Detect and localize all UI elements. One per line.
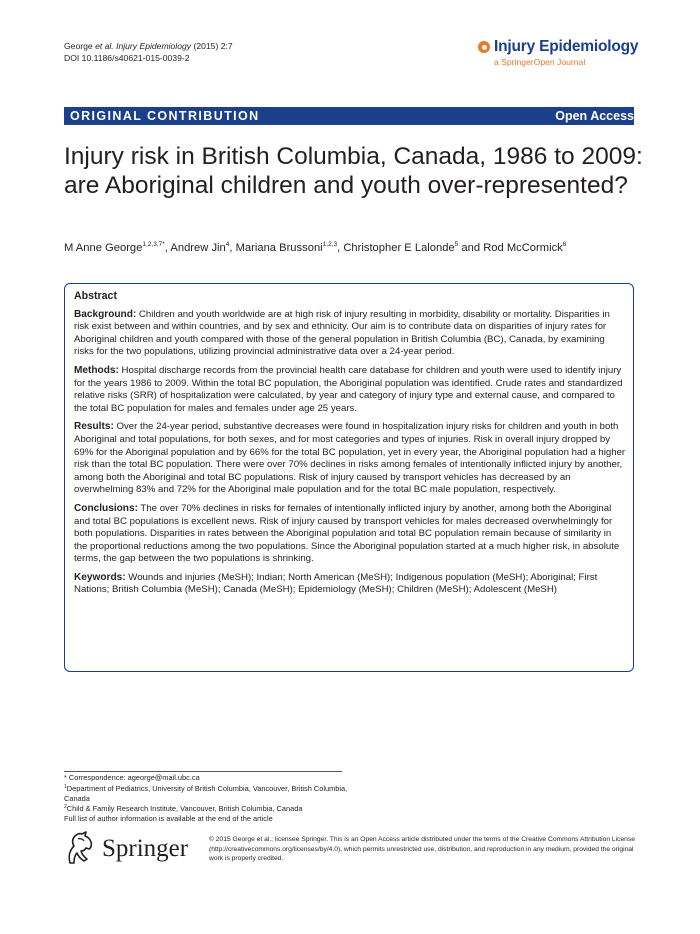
- author-separator: and: [458, 242, 484, 254]
- springer-horse-icon: [64, 830, 98, 866]
- citation-authors: George: [64, 41, 96, 51]
- keywords-label: Keywords:: [74, 571, 126, 583]
- affiliation-number: 1: [64, 783, 67, 790]
- correspondence-note[interactable]: * Correspondence: ageorge@mail.ubc.ca: [64, 773, 200, 782]
- abstract-keywords: [74, 572, 626, 597]
- author-name: Christopher E Lalonde: [343, 242, 455, 254]
- background-label: Background:: [74, 308, 137, 320]
- methods-text: Hospital discharge records from the provincial health care database for children and youth were used to identify injury for the years 1986 to 2009. Within the total BC population, the Aboriginal population was identified. Crude rates and standardized relative risks (SRR) of hospitalization were calculated, by year and category of injury type and external cause, and compared to the total BC population for males and females under age 25 years.: [74, 364, 623, 414]
- author-name: Rod McCormick: [483, 242, 563, 254]
- keywords-text: Wounds and injuries (MeSH); Indian; North American (MeSH); Indigenous population (MeSH); Aboriginal; First Nations; British Columbia (MeSH); Canada (MeSH); Epidemiology (MeSH); Children (MeSH); Adolescent (MeSH): [74, 571, 598, 596]
- affiliation-number: 2: [64, 804, 67, 811]
- citation-ref: (2015) 2:7: [191, 41, 233, 51]
- springer-wordmark: Springer: [102, 835, 189, 862]
- author-affiliation: 5: [454, 241, 459, 248]
- citation-block: [64, 40, 233, 64]
- affiliation-note: [64, 783, 364, 804]
- author-affiliation: 1,2,3,7*: [142, 241, 165, 248]
- journal-logo: [478, 38, 648, 67]
- background-text: Children and youth worldwide are at high risk of injury resulting in morbidity, disability or mortality. Disparities in risk exist between and within countries, and by sex and ethnicity. Our aim is to contribute data on disparities of injury rates for Aboriginal children and youth compared with those of the general population in British Columbia (BC), Canada, by examining risks for the two populations, utilizing provincial administrative data over a 24-year period.: [74, 308, 610, 358]
- journal-logo-icon: [478, 41, 490, 53]
- abstract-heading: Abstract: [74, 290, 117, 302]
- citation-line: [64, 40, 233, 52]
- results-text: Over the 24-year period, substantive decreases were found in hospitalization injury risks for children and youth in both Aboriginal and total populations, for both sexes, and for most categories and types of injuries. Risk in overall injury dropped by 69% for the Aboriginal population and by 66% for the total BC population, yet in every year, the Aboriginal population had a higher risk than the total BC population. There were over 70% declines in risks among females of intentionally inflicted injury by another, among both the Aboriginal and total BC populations. Risk of injury caused by transport vehicles has decreased by an overwhelming 83% and 72% for the Aboriginal male population and for the total BC male population, respectively.: [74, 421, 626, 496]
- author-separator: ,: [229, 242, 236, 254]
- affiliation-note: [64, 803, 364, 814]
- author-separator: ,: [337, 242, 344, 254]
- footnotes: [64, 773, 364, 824]
- license-text: © 2015 George et al.; licensee Springer. This is an Open Access article distributed under the terms of the Creative Commons Attribution License (http://creativecommons.org/licenses/by/4.0), which permits unrestricted use, distribution, and reproduction in any medium, provided the original work is properly credited.: [209, 836, 635, 863]
- citation-journal: et al. Injury Epidemiology: [95, 41, 192, 51]
- article-type-label: ORIGINAL CONTRIBUTION: [70, 109, 260, 123]
- author-affiliation: 4: [225, 241, 230, 248]
- affiliation-text: Child & Family Research Institute, Vancouver, British Columbia, Canada: [66, 804, 303, 814]
- footnote-divider: [64, 771, 342, 772]
- author-name: Mariana Brussoni: [235, 242, 323, 254]
- article-title: Injury risk in British Columbia, Canada, 1986 to 2009: are Aboriginal children and youth over-represented?: [64, 143, 643, 199]
- author-affiliation: 6: [562, 241, 567, 248]
- abstract-results: [74, 421, 626, 497]
- author-name: M Anne George: [64, 242, 143, 254]
- author-separator: ,: [164, 242, 171, 254]
- results-label: Results:: [74, 421, 114, 433]
- conclusions-text: The over 70% declines in risks for females of intentionally inflicted injury by another, among both the Aboriginal and total BC populations is excellent news. Risk of injury caused by transport vehicles for males decreased overwhelmingly for both populations. Disparities in rates between the Aboriginal population and total BC population remain because of similarity in the proportional reductions among the two populations. Since the Aboriginal population started at a much higher risk, in absolute terms, the gap between the two populations is shrinking.: [74, 502, 620, 565]
- journal-subtitle: a SpringerOpen Journal: [494, 57, 586, 67]
- abstract-box: [64, 283, 634, 672]
- abstract-methods: [74, 365, 626, 415]
- doi-text: DOI 10.1186/s40621-015-0039-2: [64, 53, 190, 63]
- conclusions-label: Conclusions:: [74, 502, 138, 514]
- author-affiliation: 1,2,3: [322, 241, 338, 248]
- abstract-conclusions: [74, 503, 626, 566]
- abstract-background: [74, 309, 626, 359]
- affiliation-text: Department of Pediatrics, University of British Columbia, Vancouver, British Columbia, Canada: [64, 783, 348, 803]
- author-name: Andrew Jin: [170, 242, 226, 254]
- open-access-label: Open Access: [555, 109, 634, 123]
- author-list: [64, 241, 664, 254]
- journal-name: Injury Epidemiology: [494, 38, 639, 55]
- author-info-note: Full list of author information is available at the end of the article: [64, 814, 273, 824]
- springer-logo: [64, 830, 204, 870]
- methods-label: Methods:: [74, 364, 119, 376]
